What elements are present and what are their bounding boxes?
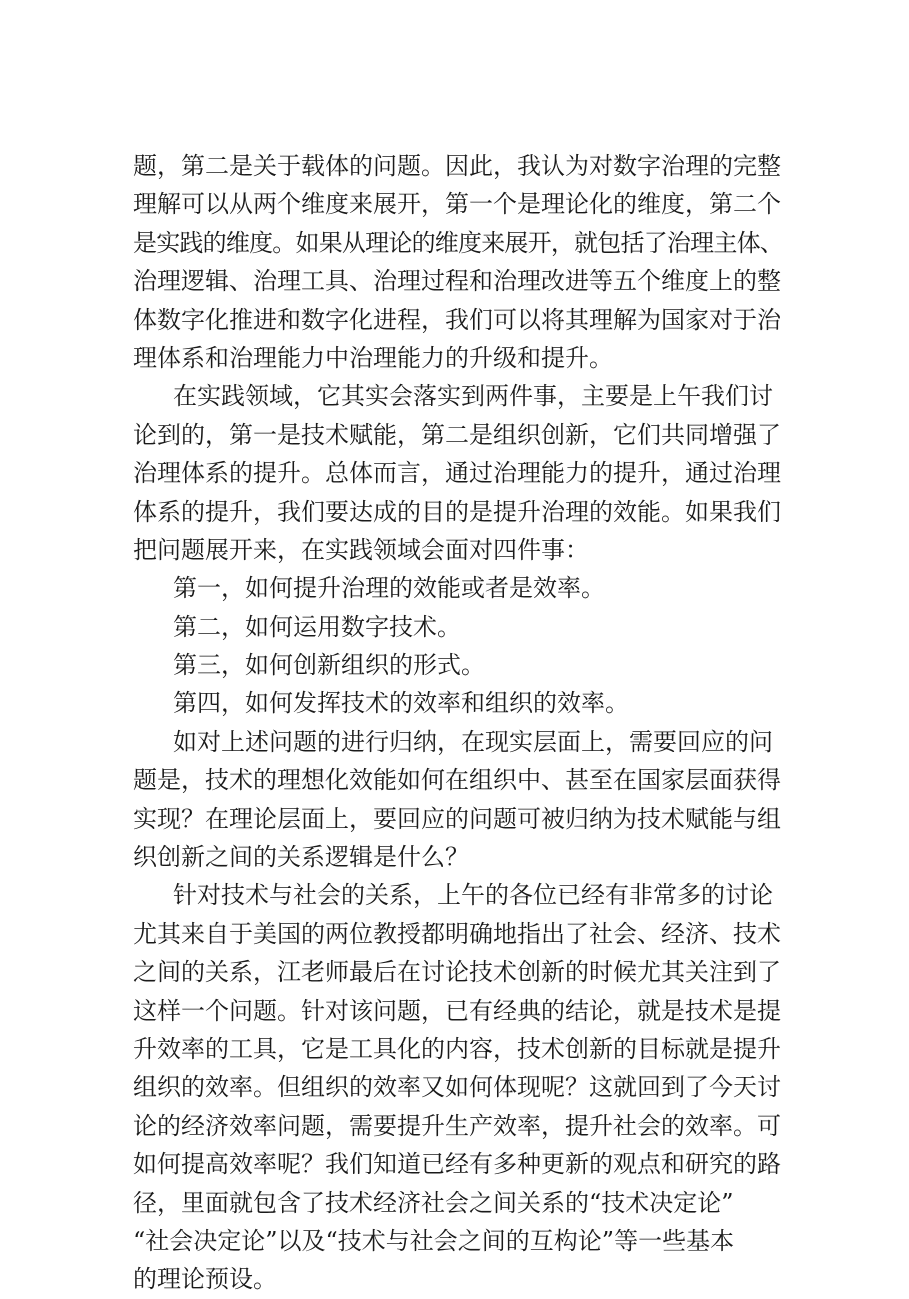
body-text xyxy=(133,147,783,1299)
paragraph-first-line: 如对上述问题的进行归纳，在现实层面上，需要回应的问 xyxy=(173,727,773,756)
text-line: 体数字化推进和数字化进程，我们可以将其理解为国家对于治 xyxy=(133,305,781,334)
text-line: 织创新之间的关系逻辑是什么？ xyxy=(133,843,469,872)
text-line: 实现？在理论层面上，要回应的问题可被归纳为技术赋能与组 xyxy=(133,804,781,833)
text-line: 论的经济效率问题，需要提升生产效率，提升社会的效率。可 xyxy=(133,1111,781,1140)
text-line: 治理逻辑、治理工具、治理过程和治理改进等五个维度上的整 xyxy=(133,267,781,296)
paragraph-first-line: 针对技术与社会的关系，上午的各位已经有非常多的讨论 xyxy=(173,881,773,910)
text-line: 把问题展开来，在实践领域会面对四件事： xyxy=(133,535,589,564)
text-line: 论到的，第一是技术赋能，第二是组织创新，它们共同增强了 xyxy=(133,420,781,449)
text-line: 径，里面就包含了技术经济社会之间关系的“技术决定论” xyxy=(133,1188,734,1217)
text-line: 之间的关系，江老师最后在讨论技术创新的时候尤其关注到了 xyxy=(133,958,781,987)
text-line: “社会决定论”以及“技术与社会之间的互构论”等一些基本 xyxy=(133,1226,735,1255)
text-line: 题是，技术的理想化效能如何在组织中、甚至在国家层面获得 xyxy=(133,766,781,795)
text-line: 如何提高效率呢？我们知道已经有多种更新的观点和研究的路 xyxy=(133,1150,781,1179)
text-line: 这样一个问题。针对该问题，已有经典的结论，就是技术是提 xyxy=(133,996,781,1025)
text-line: 组织的效率。但组织的效率又如何体现呢？这就回到了今天讨 xyxy=(133,1073,781,1102)
text-line: 理解可以从两个维度来展开，第一个是理论化的维度，第二个 xyxy=(133,190,781,219)
text-line: 尤其来自于美国的两位教授都明确地指出了社会、经济、技术 xyxy=(133,919,781,948)
text-line: 题，第二是关于载体的问题。因此，我认为对数字治理的完整 xyxy=(133,152,781,180)
text-line: 是实践的维度。如果从理论的维度来展开，就包括了治理主体、 xyxy=(133,228,783,257)
text-line: 理体系和治理能力中治理能力的升级和提升。 xyxy=(133,343,613,372)
text-line: 体系的提升，我们要达成的目的是提升治理的效能。如果我们 xyxy=(133,497,781,526)
paragraph-first-line: 第四，如何发挥技术的效率和组织的效率。 xyxy=(173,689,629,718)
paragraph-first-line: 第三，如何创新组织的形式。 xyxy=(173,651,485,680)
paragraph-first-line: 在实践领域，它其实会落实到两件事，主要是上午我们讨 xyxy=(173,382,773,411)
paragraph-first-line: 第二，如何运用数字技术。 xyxy=(173,612,461,641)
text-line: 治理体系的提升。总体而言，通过治理能力的提升，通过治理 xyxy=(133,459,781,488)
text-line: 升效率的工具，它是工具化的内容，技术创新的目标就是提升 xyxy=(133,1034,781,1063)
text-line: 的理论预设。 xyxy=(133,1265,277,1294)
paragraph-first-line: 第一，如何提升治理的效能或者是效率。 xyxy=(173,574,605,603)
